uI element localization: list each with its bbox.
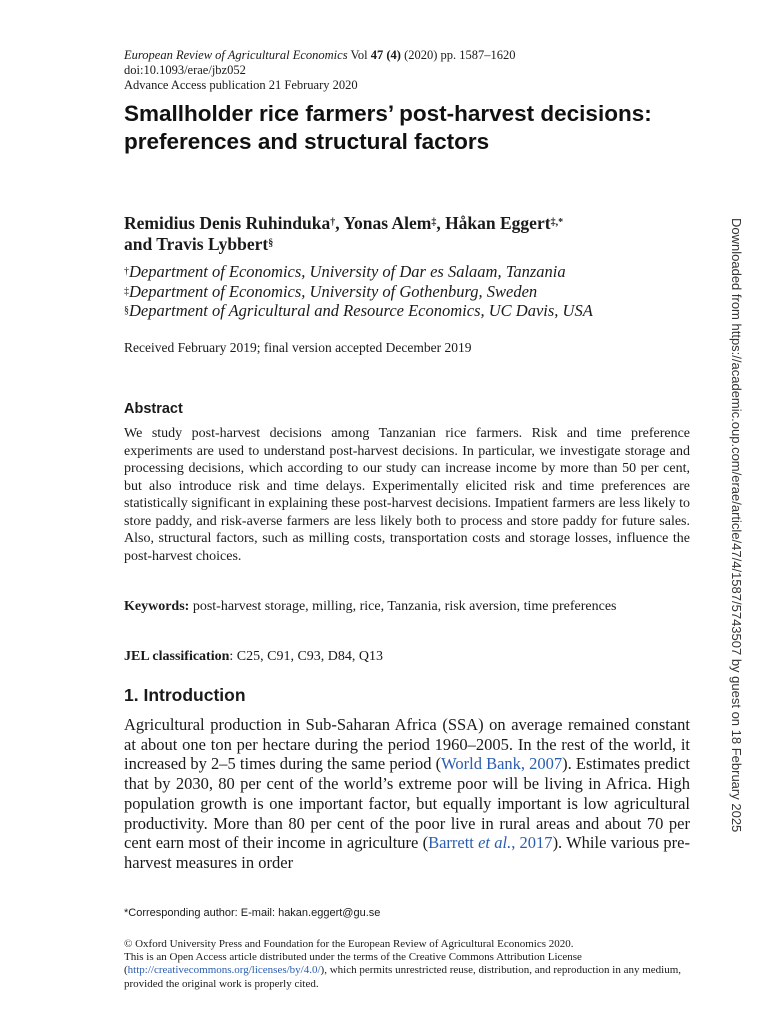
affiliation-mark: ‡ (124, 285, 129, 297)
affiliation-mark: § (124, 305, 129, 316)
abstract-heading: Abstract (124, 401, 183, 417)
affiliation-text: Department of Economics, University of Gothenburg, Sweden (129, 281, 538, 301)
keywords-label: Keywords: (124, 599, 190, 614)
affiliation-mark: ‡ (431, 217, 437, 228)
author-name: Yonas Alem (343, 213, 432, 233)
license-prefix: This is an Open Access article distributed under the terms of the Creative Commons Attribution License ( (124, 951, 582, 977)
issue-number: (4) (386, 48, 401, 62)
corresponding-author-footnote: *Corresponding author: E-mail: hakan.eggert@gu.se (124, 907, 381, 919)
citation-link-world-bank[interactable]: World Bank, 2007 (441, 754, 563, 774)
affiliation-text: Department of Agricultural and Resource Economics, UC Davis, USA (129, 301, 593, 320)
affiliation-mark: § (268, 238, 274, 249)
volume-number: 47 (370, 48, 384, 62)
affiliation-mark: † (124, 266, 129, 277)
affiliation-list (124, 262, 593, 321)
copyright-line: © Oxford University Press and Foundation for the European Review of Agricultural Economics 2020. (124, 938, 574, 950)
affiliation-mark: † (330, 217, 336, 228)
article-title: Smallholder rice farmers’ post-harvest decisions: preferences and structural factors (124, 101, 652, 154)
received-dates: Received February 2019; final version accepted December 2019 (124, 340, 472, 355)
affiliation-mark: ‡,* (550, 217, 564, 228)
citation-year: , 2017 (511, 833, 553, 853)
affiliation (124, 282, 593, 302)
doi: doi:10.1093/erae/jbz052 (124, 63, 246, 77)
jel-codes: : C25, C91, C93, D84, Q13 (229, 649, 384, 664)
section-heading-introduction: 1. Introduction (124, 685, 246, 705)
keywords-text: post-harvest storage, milling, rice, Tanzania, risk aversion, time preferences (189, 599, 617, 614)
jel-classification (124, 649, 383, 665)
author-name: Travis Lybbert (156, 234, 269, 254)
citation-et-al: et al. (478, 833, 512, 853)
introduction-paragraph (124, 715, 690, 873)
affiliation-text: Department of Economics, University of Dar es Salaam, Tanzania (129, 262, 566, 281)
author-name: Håkan Eggert (445, 213, 551, 233)
vol-label: Vol (347, 48, 371, 62)
abstract-text: We study post-harvest decisions among Tanzanian rice farmers. Risk and time preference experiments are used to understand post-harvest decisions. In particular, we investigate storage and processing decisions, which according to our study can increase income by more than 50 per cent, but also introduce risk and time delays. Experimentally elicited risk and time preferences are statistically significant in explaining these post-harvest decisions. Impatient farmers are less likely to store paddy, and risk-averse farmers are less likely both to process and store paddy for future sales. Also, structural factors, such as milling costs, transportation costs and storage losses, influence the post-harvest choices. (124, 426, 690, 564)
author-separator: , (335, 213, 344, 233)
author-list: Remidius Denis Ruhinduka†, Yonas Alem‡, Håkan Eggert‡,* and Travis Lybbert§ (124, 213, 564, 254)
citation-link-barrett[interactable] (428, 833, 552, 852)
license-link[interactable]: http://creativecommons.org/licenses/by/4.0/ (127, 964, 321, 977)
license-suffix: ), which permits unrestricted reuse, distribution, and reproduction in any medium, provided the original work is properly cited. (124, 964, 682, 990)
intro-text: ). Estimates predict that by 2030, 80 per cent of the world’s extreme poor will be living in Africa. High population growth is one important factor, but equally important is low agricultural productivity. More than 80 per cent of the poor live in rural areas and about 70 per cent earn most of their income in agriculture ( (124, 754, 690, 853)
license-text (124, 951, 690, 991)
advance-access: Advance Access publication 21 February 2020 (124, 78, 358, 92)
author-name: Remidius Denis Ruhinduka (124, 213, 331, 233)
intro-text: Agricultural production in Sub-Saharan Africa (SSA) on average remained constant at about one ton per hectare during the period 1960–2005. In the rest of the world, it increased by 2–5 times during the same period ( (124, 715, 690, 774)
journal-citation-line (124, 48, 516, 63)
copyright-notice (124, 938, 690, 991)
affiliation (124, 262, 593, 282)
keywords (124, 598, 690, 616)
intro-text: ). While various pre-harvest measures in order (124, 833, 690, 872)
year-pages: (2020) pp. 1587–1620 (400, 48, 516, 62)
citation-author: Barrett (428, 833, 479, 853)
download-watermark: Downloaded from https://academic.oup.com/erae/article/47/4/1587/5743507 by guest on 18 February 2025 (729, 218, 744, 833)
affiliation (124, 301, 593, 321)
author-separator: , (436, 213, 446, 233)
journal-header (124, 48, 516, 93)
jel-label: JEL classification (124, 649, 230, 664)
journal-name: European Review of Agricultural Economics (124, 48, 348, 62)
